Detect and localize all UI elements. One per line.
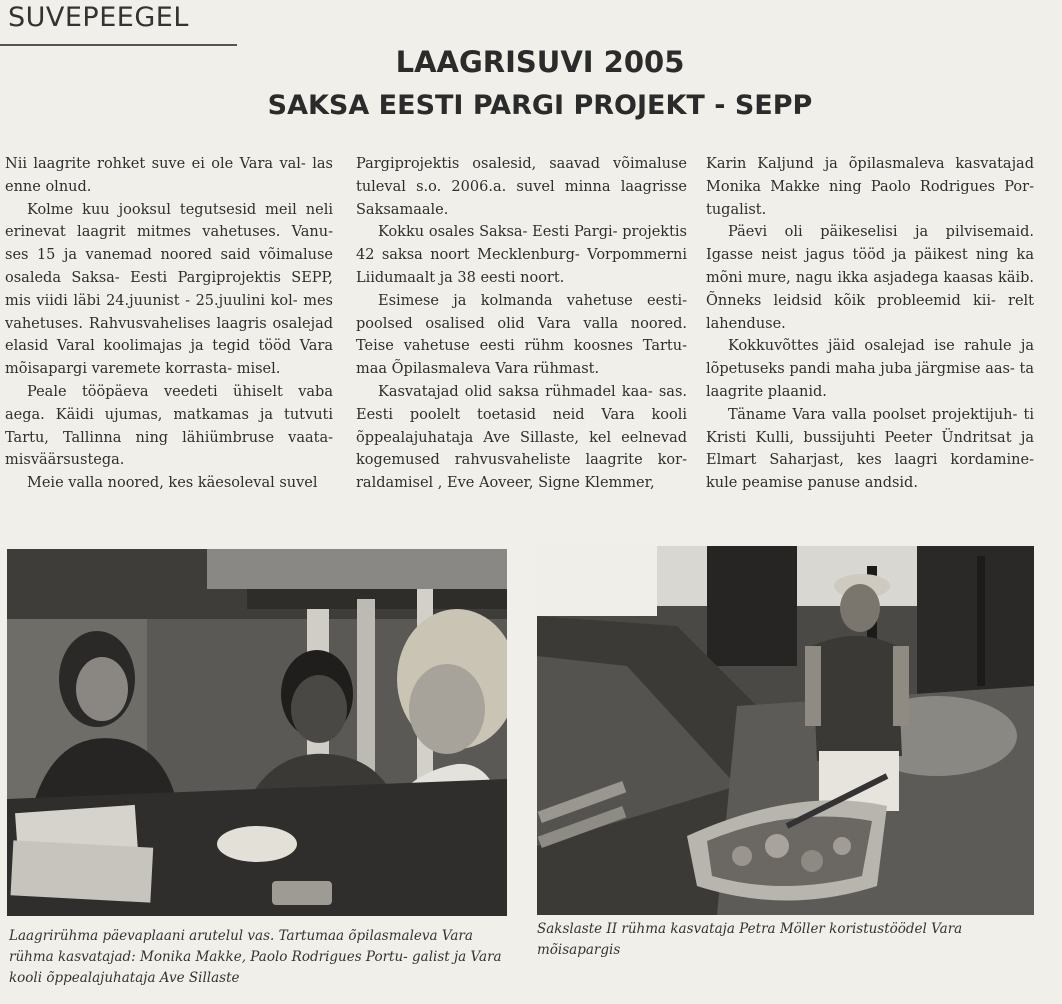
paragraph: Karin Kaljund ja õpilasmaleva kasvatajad Monika Makke ning Paolo Rodrigues Por- tugalist. bbox=[706, 156, 1034, 218]
headline-line-1: LAAGRISUVI 2005 bbox=[395, 45, 685, 79]
paragraph: Kokku osales Saksa- Eesti Pargi- projektis 42 saksa noort Mecklenburg- Vorpommerni Liidumaalt ja 38 eesti noort. bbox=[356, 224, 687, 286]
paragraph: Pargiprojektis osalesid, saavad võimaluse tuleval s.o. 2006.a. suvel minna laagrisse Saksamaale. bbox=[356, 156, 687, 218]
paragraph: Kasvatajad olid saksa rühmadel kaa- sas. Eesti poolelt toetasid neid Vara kooli õppealajuhataja Ave Sillaste, kel eelnevad kogemused rahvusvaheliste laagrite kor- raldamisel , Eve Aoveer, Signe Klemmer, bbox=[356, 383, 687, 492]
paragraph: Päevi oli päikeselisi ja pilvisemaid. Igasse neist jagus tööd ja päikest ning ka mõni mure, nagu ikka asjadega kaasas käib. Õnneks leidsid kõik probleemid kii- relt lahenduse. bbox=[706, 224, 1034, 332]
paragraph: Täname Vara valla poolset projektijuh- ti Kristi Kulli, bussijuhti Peeter Ündritsat ja Elmart Saharjast, kes laagri kordamine- kule peamise panuse andsid. bbox=[706, 406, 1034, 492]
paragraph: Kolme kuu jooksul tegutsesid meil neli erinevat laagrit mitmes vahetuses. Vanu- ses 15 ja vanemad noored said võimaluse osaleda Saksa- Eesti Pargiprojektis SEPP, mis viidi läbi 24.juunist - 25.juulini kol- mes vahetuses. Rahvusvahelises laagris osalejad elasid Varal koolimajas ja tegid tööd Vara mõisapargi varemete korrasta- misel. bbox=[5, 201, 333, 378]
section-label: SUVEPEEGEL bbox=[8, 2, 189, 33]
paragraph: Meie valla noored, kes käesoleval suvel bbox=[27, 475, 318, 492]
article-headline bbox=[150, 40, 930, 128]
paragraph: Nii laagrite rohket suve ei ole Vara val- las enne olnud. bbox=[5, 156, 333, 195]
photo-camp-planning bbox=[7, 549, 507, 916]
paragraph: Peale tööpäeva veedeti ühiselt vaba aega. Käidi ujumas, matkamas ja tutvuti Tartu, Tallinna ning lähiümbruse vaata- misväärsustega. bbox=[5, 383, 333, 469]
photo-caption-1: Laagrirühma päevaplaani arutelul vas. Tartumaa õpilasmaleva Vara rühma kasvatajad: Monika Makke, Paolo Rodrigues Portu- galist ja Vara kooli õppealajuhataja Ave Sillaste bbox=[9, 928, 502, 986]
paragraph: Esimese ja kolmanda vahetuse eesti- poolsed osalised olid Vara valla noored. Teise vahetuse eesti rühm koosnes Tartu- maa Õpilasmaleva Vara rühmast. bbox=[356, 292, 687, 378]
article-column-2 bbox=[356, 153, 687, 495]
headline-line-2: SAKSA EESTI PARGI PROJEKT - SEPP bbox=[267, 90, 813, 121]
article-column-1 bbox=[5, 153, 333, 495]
article-column-3 bbox=[706, 153, 1034, 495]
photo-caption-2: Sakslaste II rühma kasvataja Petra Möller koristustöödel Vara mõisapargis bbox=[537, 921, 963, 958]
paragraph: Kokkuvõttes jäid osalejad ise rahule ja lõpetuseks pandi maha juba järgmise aas- ta laagrite plaanid. bbox=[706, 338, 1034, 400]
photo-park-cleanup bbox=[537, 546, 1034, 915]
